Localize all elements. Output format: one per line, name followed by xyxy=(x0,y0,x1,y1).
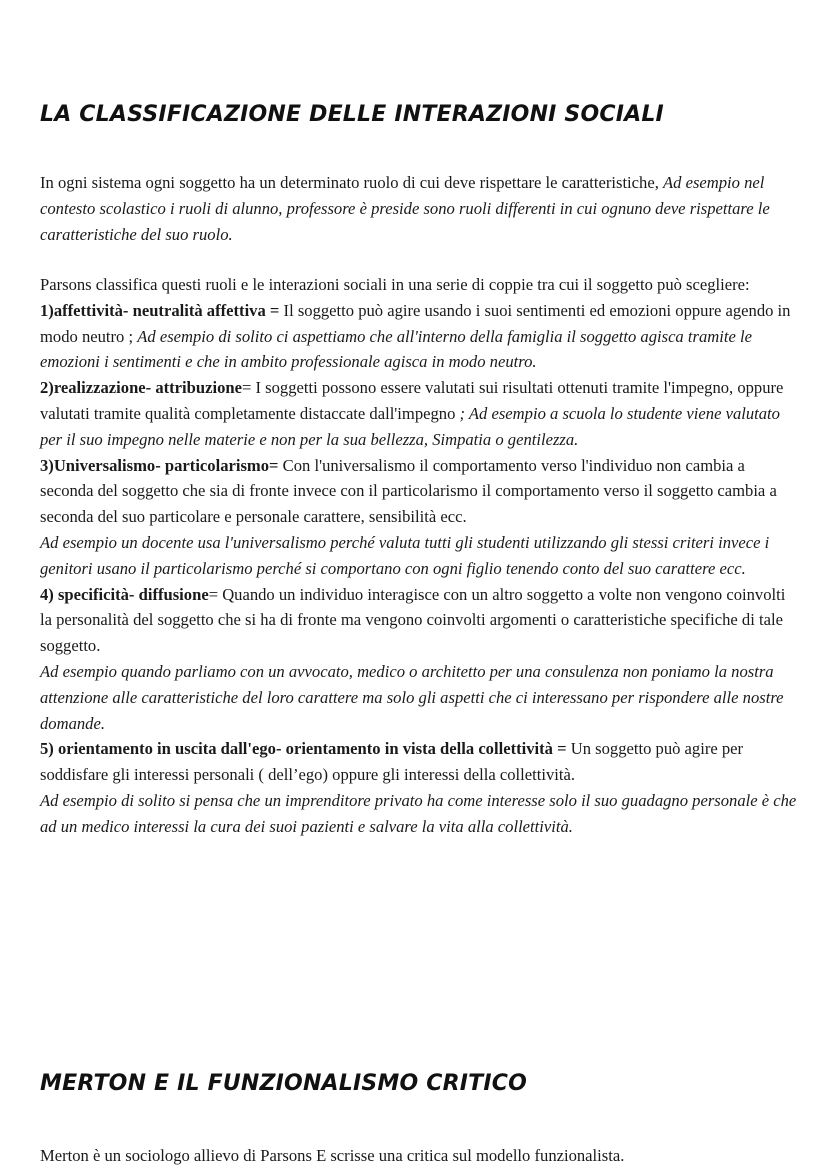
role-term: 2)realizzazione- attribuzione xyxy=(40,378,242,398)
role-text: Con l'universalismo il comportamento verso l'individuo non cambia a seconda del soggetto che sia di fronte invece con il particolarismo il comportamento verso il soggetto cambia a seconda del suo particolare e personale carattere, sensibilità ecc. xyxy=(40,455,777,527)
role-term: 1)affettività- neutralità affettiva = xyxy=(40,300,280,320)
section-title-classificazione: LA CLASSIFICAZIONE DELLE INTERAZIONI SOCIALI xyxy=(40,102,664,127)
role-example: Ad esempio di solito si pensa che un imprenditore privato ha come interesse solo il suo guadagno personale è che ad un medico interessi la cura dei suoi pazienti e salvare la vita alla collettività. xyxy=(40,790,797,836)
merton-paragraph: Merton è un sociologo allievo di Parsons E scrisse una critica sul modello funzionalista. xyxy=(40,1146,625,1165)
role-example: Ad esempio quando parliamo con un avvocato, medico o architetto per una consulenza non poniamo la nostra attenzione alle caratteristiche del loro carattere ma solo gli aspetti che ci interessano per rispondere alle nostre domande. xyxy=(40,661,784,733)
role-term: 4) specificità- diffusione xyxy=(40,584,209,604)
role-example: Ad esempio di solito ci aspettiamo che all'interno della famiglia il soggetto agisca tramite le emozioni i sentimenti e che in ambito professionale agisca in modo neutro. xyxy=(40,326,752,372)
role-text: = I soggetti possono essere valutati sui risultati ottenuti tramite l'impegno, oppure valutati tramite qualità completamente distaccate dall'impegno xyxy=(40,378,784,423)
role-item-specificita xyxy=(40,582,800,737)
intro-text: In ogni sistema ogni soggetto ha un determinato ruolo di cui deve rispettare le caratteristiche, xyxy=(40,173,663,192)
role-term: 5) orientamento in uscita dall'ego- orientamento in vista della collettività = xyxy=(40,739,567,759)
roles-section xyxy=(40,272,800,840)
role-text: = Quando un individuo interagisce con un altro soggetto a volte non vengono coinvolti la personalità del soggetto che si ha di fronte ma vengono coinvolti argomenti o caratteristiche specifiche di tale soggetto. xyxy=(40,584,786,656)
roles-lead: Parsons classifica questi ruoli e le interazioni sociali in una serie di coppie tra cui il soggetto può scegliere: xyxy=(40,275,750,294)
role-item-orientamento xyxy=(40,736,800,839)
intro-example: Ad esempio nel contesto scolastico i ruoli di alunno, professore è preside sono ruoli differenti in cui ognuno deve rispettare le caratteristiche del suo ruolo. xyxy=(40,173,770,244)
section-title-merton: MERTON E IL FUNZIONALISMO CRITICO xyxy=(40,1071,528,1096)
role-term: 3)Universalismo- particolarismo= xyxy=(40,455,279,475)
role-text: Un soggetto può agire per soddisfare gli interessi personali ( dell’ego) oppure gli interessi della collettività. xyxy=(40,739,744,785)
role-item-affettivita xyxy=(40,298,800,375)
intro-paragraph xyxy=(40,170,800,247)
role-item-realizzazione xyxy=(40,375,800,452)
role-item-universalismo xyxy=(40,453,800,582)
role-example: ; Ad esempio a scuola lo studente viene valutato per il suo impegno nelle materie e non per la sua bellezza, Simpatia o gentilezza. xyxy=(40,403,780,449)
role-example: Ad esempio un docente usa l'universalismo perché valuta tutti gli studenti utilizzando gli stessi criteri invece i genitori usano il particolarismo perché si comportano con ogni figlio tenendo conto del suo carattere ecc. xyxy=(40,532,770,578)
role-text: Il soggetto può agire usando i suoi sentimenti ed emozioni oppure agendo in modo neutro ; xyxy=(40,300,791,346)
